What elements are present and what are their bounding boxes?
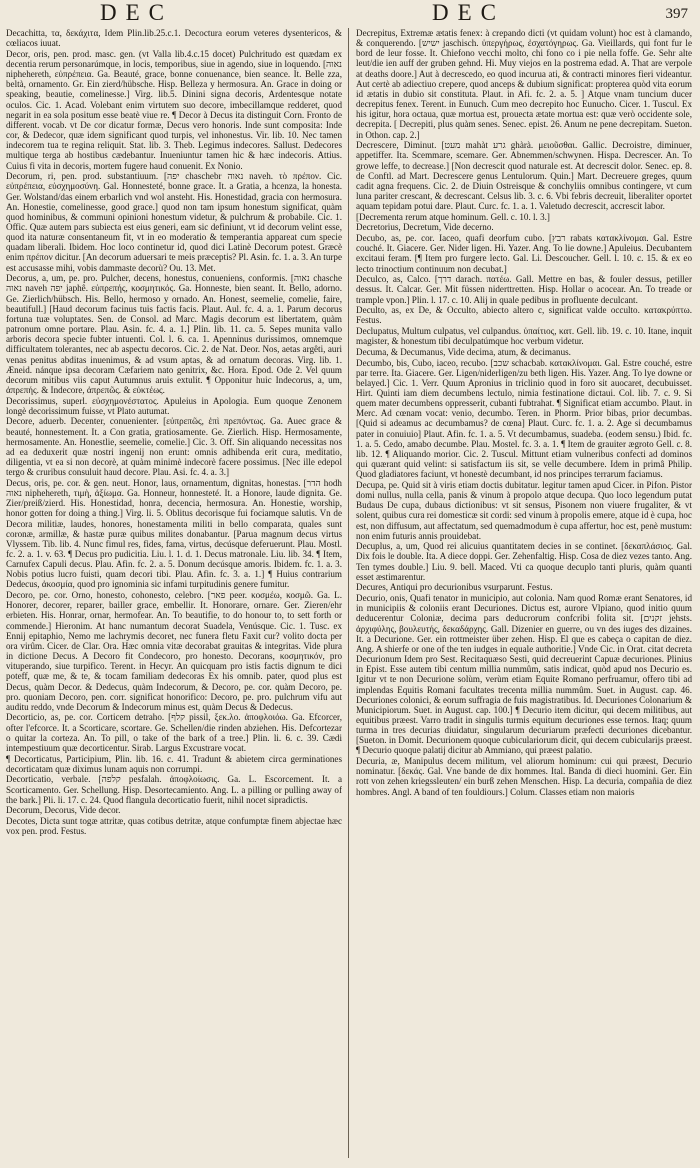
dictionary-entry: Decupa, pe. Quid sit à viris etiam doctis dubitatur. legitur tamen apud Cicer. in Pifon. Pistor domi nullus, nulla cella, panis & vinum à propolo atque decupa. Quo loco legendum putat Budaus De cupa, dubaus dictionibus: vt sit sensus, Pisonem non viuere frugaliter, & vt solent, quibus cura rei domesticæ sit cordi: sed vinum à propolis emere, atque id è cupa, hoc est, non diffusum, aut affectatum, sed quemadmodum è cupa affertur, hoc est, penè mustum: non enim futuris annis prouidebat.: [356, 479, 692, 541]
dictionary-entry: Decubo, as, pe. cor. Iaceo, quafi deorfum cubo. [רבץ rabats κατακλίνομαι. Gal. Estre couché. It. Giacere. Ger. Nider ligen. Hi. Yazer. Ang. To lie downe.] Apuleius. Decubantem excitaui feram. [¶ Item pro furgere lecto. Gal. Li. Descoucher. Gell. l. 10. c. 15. & ex eo lecto trinoctium continuum non decubat.]: [356, 233, 692, 274]
dictionary-entry: Decuma, & Decumanus, Vide decima, atum, & decimanus.: [356, 346, 571, 357]
left-column: [6, 28, 342, 1160]
dictionary-entry: Decorticatio, verbale. [קלפה pesfalah. ἀποφλοίωσις. Ga. L. Escorcement. It. a Scorticamento. Ger. Schellung. Hisp. Desortecamiento. Ang. L. a pilling or pulling away of the bark.] Pli. li. 17. c. 24. Quod flangula decorticatio fuerit, nihil nocet sipradictis.: [6, 774, 342, 805]
dictionary-entry: Decor, oris, pen. prod. masc. gen. (vt Valla lib.4.c.15 docet) Pulchritudo est quædam ex decentia rerum personarúmque, in locis, temporibus, siue in agendo, siue in loquendo. [נאוה niphehereth, εὐπρέπεια. Ga. Beauté, grace, bonne conuenance, bien seance. It. Belle zza, beltà, ornamento. Gr. Ein zierd/hübsche. Hisp. Belleza y hermosura. An. Grace in doing or speaking, beautie, comelinesse.] Virg. lib.5. Dinini signa decoris, Ardentesque notate oculos. Cic. 1. Acad. Volebant enim virtutem suo decore, imbecillamque redderet, quod negarit in ea sola positum esse beatè viue re. ¶ Decor à Decus ita distinguit Corn. Fronto de different. vocab. vt De cor dicatur formæ, Decus vero honoris. Inde sunt composita: Inde cor, & Dedecor, quæ idem significant quod turpis, vel inhonestus. Vir. lib. 10. Nec tamen indecorem tua te regina reliquit. Stat. lib. 3. Theb. Legimus indecores. Sallust. Dedecores multique terga ab hostibus cædebantur. Inueniuntur tamen hic & hæc indecoris. Attius. Cuius fi vita in decoris, mortem fugere haud conuenit. Ex Nonio.: [6, 48, 342, 171]
dictionary-entry: Decorum, ri, pen. prod. substantiuum. [יפה chaschebr נאוה naveh. τὸ πρέπον. Cic. εὐπρέπεια, εὐσχημοσύνη. Gal. Honnesteté, bonne grace. It. a Gratia, a hcenza, la honesta. Ger. Wolstand/das einem erbarlich vnd wol ansteht. His. Honestidad, gracia con hermosura. An. Honestie, comelinesse, good grace.] quod non tam ipsum honestum significat, quàm quod hominibus, & communi opinioni honestum videtur, & pulchrum & probabile. Cic. 1. Offic. Quæ autem pars subiecta est eius generi, eam sic definiunt, vt id decorum velint esse, quod ita naturæ consentaneum fit, vt in eo moderatio & temperantia appareat cum specie quadam liberali. Ibidem. Hoc loco continetur id, quod dici Latinè Decorum potest. Græcè enim πρέπον dicitur. [An decorum aduersari te meis præceptis? Pl. Asin. fc. 1. a. 3. An turpe est accusasse mihi, vobis dammaste decorù? Ou. 13. Met.: [6, 171, 342, 273]
dictionary-entry: Decretorius, Decretum, Vide decerno.: [356, 222, 494, 233]
dictionary-entry: Decotes, Dicta sunt togæ attritæ, quas cotibus detritæ, atque confumptæ finem abjectae hæc vox pen. prod. Festus.: [6, 816, 342, 837]
dictionary-entry: Decrepitus, Extremæ ætatis fenex: à crepando dicti (vt quidam volunt) hoc est à clamando, & conquerendo. [ישיש jaschisch. ὑπεργήρως, ἐσχατόγηρως. Ga. Vieillards, qui font fur le bord de leur fosse. It. Chiefono vecchi molto, chi fono co i pie nella foffe. Ge. Sehr alte leut/die ien auff der gruben gehnd. Hi. Muy viejos en la postrema edad. A. That are verpole at deaths doore.] Aut à decrescedo, eo quod incurua ati, & contracti minores fieri videantur. Aut certè ab adiectiuo crepere, quod anceps & dubium significat: propterea quòd vita eorum id ætatis in dubio sit constituta. Plaut. in Afi. fc. 2. a. 5. ] Atque vnam tuncium ducer decrepitus fenex. Terent. in Eunuch. Cum meo decrepito hoc Eunucho. Cicer. 1. Tuscul. Ex his igitur, hora octaua, quæ mortua est, prouecta ætate mortua est: quæ verò occidente sole, decrepita. [ Decrepiti, plus quàm senes. Senec. epist. 26. Anum ne pene decrepitam. Sueton. in Othon. cap. 2.]: [356, 28, 692, 140]
dictionary-entry: Declupatus, Multum culpatus, vel culpandus. ὑπαίτιος, κατ. Gell. lib. 19. c. 10. Itane, inquit magister, & honestum tibi deculpatúmque hoc verbum videtur.: [356, 326, 692, 347]
dictionary-entry: Decore, aduerb. Decenter, conuenienter. [εὐπρεπῶς, ἐπὶ πρεπόντως. Ga. Auec grace & beauté, honnestement. It. a Con gratia, gratiosamente. Ge. Zierlich. Hisp. Hermosamente, hermosamente. An. Honestlie, seemelie, comelie.] Cic. 3. Off. Sin aliquando necessitas nos ad ea deduxerit quæ nostri ingenij non erunt: omnis adhibenda erit cura, meditatio, diligentia, vt ea si non decorè, at quàm minimè indecorè facere possimus. [Nec ille edepol tergo & cruribus consuluit haud decore. Plau. Asi. fc. 4. a. 3.]: [6, 416, 342, 478]
column-divider: [348, 28, 349, 1158]
dictionary-entry: Decrescere, Diminut. [מעט mahàt גרע ghàrà. μειοῦσθαι. Gallic. Decroistre, diminuer, appetiffer. Ita. Scemmare, scemare. Ger. Abnemmen/schwynen. Hispa. Decrescer. An. To growe leffe, to decrease.] [Non decrescit quod naturale est. At decrescit dolor. Senec. ep. 8. de Conftl. ad Mart. Decrescere genus Lentulorum. Quin.] Mart. Decreuere greges, quum cadit agna frequens. Cic. 2. de Diuin Ostreisque & conchyliis omnibus contingere, vt cum luna pariter crescant, & decrescant. Celsus lib. 3. c. 6. Vbi febris decreuit, liberaliter oportet aquam tepidam potui dare. Plaut. Curc. fc. 1. a. 1. Valetudo decrescit, accrescit labor.: [356, 140, 692, 212]
right-column: [356, 28, 692, 1160]
dictionary-entry: ¶ Decorticatus, Participium, Plin. lib. 16. c. 41. Tradunt & abietem circa germinationes decorticatam quæ diximus lunam aquis non corrumpi.: [6, 753, 342, 774]
page-number: 397: [665, 6, 688, 22]
dictionary-entry: Decorus, a, um, pe. pro. Pulcher, decens, honestus, conueniens, conformis. [נאוה chasche נאוה naveh יפה japhê. εὐπρεπής, κοσμητικός. Ga. Honneste, bien seant. It. Bello, adorno. Ge. Zierlich/hübsch. His. Bello, hermoso y ornado. An. Honest, seemelie, comelie, faire, beautifull.] [Haud decorum facinus tuis factis facis. Plaut. Aul. fc. 4. a. 1. Parum decorus fortuna tuæ voluptates. Sen. de Consol. ad Marc. Magis decorum est libertatem, quàm patronum omne portare. Plau. Asin. fc. 4. a. 1.] Plin. lib. 11. ca. 5. Sepes munita vallo arboris decora specie fubter intuenti. Col. l. 6. ca. 1. Apenninus durissimos, omnemque difficultatem tolerantes, nec ab aspectu decoros. Cic. 2. de Nat. Deor. Nos, aetas argêti, auri venas penitus abditas inuenimus, & ad vsum aptas, & ad ornatum decoras. Virg. lib. 1. Æneid. nánque ipsa decoram Cæfariem nato genitrix, &c. Hora. Epod. Ode 2. Vel quum decorum mitibus viis caput Autumnus aruis extulit. ¶ Opponitur huic Indecorus, a, um, ἀπρεπής. & Indecore, ἀπρεπῶς. & εὐκτέως.: [6, 273, 342, 395]
dictionary-entry: Decuplus, a, um, Quod rei alicuius quantitatem decies in se continet. [δεκαπλάσιος. Gal. Dix fois le double. Ita. A diece doppi. Ger. Zehenfaltig. Hisp. Cosa de diez vezes tanto. Ang. Ten tymes double.] Liu. 9. bell. Maced. Vti ca quoque decuplo tanti pluris, quàm quanti esset æstimarentur.: [356, 541, 692, 582]
dictionary-entry: Deculto, as, ex De, & Occulto, abiecto altero c, significat valde occulto. κατακρύπτω. Festus.: [356, 305, 692, 326]
dictionary-entry: Decuria, æ, Manipulus decem militum, vel aliorum hominum: cui qui præest, Decurio nominatur. [δεκάς. Gal. Vne bande de dix hommes. Ital. Banda di dieci huomini. Ger. Ein rott von zehen kriegssleuten/ ein burß zehen Menschen. Hisp. La decuria, compañia de diez hombres. Angl. A band of ten fouldiours.] Colum. Classes etiam non maioris: [356, 756, 692, 797]
right-running-head: DEC: [432, 0, 505, 25]
left-running-head: DEC: [100, 0, 173, 25]
dictionary-entry: [Decrementa rerum atque hominum. Gell. c. 10. l. 3.]: [356, 211, 550, 222]
dictionary-entry: Decorum, Decorus, Vide decor.: [6, 805, 121, 816]
dictionary-entry: Decurio, onis, Quafi tenator in municipio, aut colonia. Nam quod Romæ erant Senatores, id in municipiis & coloniis erant Decuriones. Dictus est, aurore Vlpiano, quod initio quum deducerentur Coloniæ, decima pars deducrorum confcribi folita sit. [זקנים jehsts. ἀρχιφύλης, βουλευτής, δεκαδάρχης. Gall. Dizenier en guerre, ou vn des iuges des dizaines. It. a Decurione. Ger. ein rottmeister über zehen. Hisp. El que es cabeça o capitan de diez. Ang. A shierfe or one of the ten iudges in equale authoritie.] Vnde Cic. in Orat. citat decreta Decurionum Idem pro Sest. Recitaquæso Sesti, quid decreuerint Capuæ decuriones. Plinius in Epist. Esse autem tibi centum millia nummûm, satis indicat, quòd apud nos Decurio es. Igitur vt te non Decurione solùm, verùm etiam Equite Romano perfruamur, offero tibi ad implendas Equitis Romani facultates trecenta millia nummûm. Suet. in August. cap. 46. Decuriones colonici, & eorum suffragia de fuis magistratibus. Id. Decuriones Colonarium & Municipiorum. Suet. in August. cap. 100.] ¶ Decurio item dicitur, qui decem militibus, aut equitibus præest. Varro tradit in singulis turmis equitum decuriones esse ternos. Itaq; quum turma in tres decurias diuidatur, singularum decuriarum præfecti decuriones dicebantur. [Sueton. in Domit. Decurionem quoque cubiculariorum dicit, qui decem cubicularijs præest. ¶ Decurio quoque palatij dicitur ab Ammiano, qui præest palatio.: [356, 593, 692, 756]
dictionary-entry: Decoro, pe. cor. Orno, honesto, cohonesto, celebro. [פאר peer. κοσμέω, κοσμῶ. Ga. L. Honorer, decorer, reparer, bailler grace, embellir. It. Honorare, ornare. Ger. Zieren/ehr erbieten. His. Honrar, ornar, hermofear. An. To beautifie, to do honour to, to sett forth or commende.] Hieronim. At hanc numantum decorat Suadela, Venúsque. Cic. 1. Tusc. ex Ennij epitaphio, Nemo me lachrymis decoret, nec funera fletu Faxit cur? volito docta per ora virûm. Cicer. de Clar. Ora. Hæc omnia vitæ decorabat grauitas & integritas. Vide plura in dictione Decus. A Decoro fit Condecoro, pro honesto. Decorans, κοσμητικόν, pro vituperando, siue turpifico. Terent. in Hecyr. An quicquam pro istis factis dignum te dici poteff, quæ me, & te, & tocam familiam dedecoras Ex his omnib. pater, quod plus est Decus, quàm Decor. & Dedecus, quàm Indecorum, & Decoro, pe. cor. quàm Decoro, pe. pro. quoniam Decoro, pen. corr. significat honorifico: Decoro, pe. pro. pulchrum vifu aut auditu reddo, vnde Decorum & Indecorum minus est, quàm Decus & Dedecus.: [6, 590, 342, 712]
dictionary-entry: Decachitta, τα, δεκάχιτα, Idem Plin.lib.25.c.1. Decoctura eorum veteres dysentericos, & cœliacos iuuat.: [6, 28, 342, 49]
dictionary-entry: Deculco, as, Calco. [דרך darach. πατέω. Gall. Mettre en bas, & fouler dessus, petiller dessus. It. Calcar. Ger. Mit füssen niderttretten. Hisp. Hollar o acocear. An. To treade or trample vpon.] Plin. l. 17. c. 10. Alij in quale pedibus in profluente deculcant.: [356, 274, 692, 305]
dictionary-entry: Decures, Antiqui pro decurionibus vsurparunt. Festus.: [356, 582, 553, 593]
dictionary-entry: Decus, oris, pe. cor. & gen. neut. Honor, laus, ornamentum, dignitas, honestas. [הדר hodh נאוה niphehereth, τιμὴ, ἀξίωμα. Ga. Honneur, honnesteté. It. a Honore, laude dignita. Ge. Zier/preiß/zierd. His. Honestidad, honra, decencia, hermosura. An. Honestie, worship, honor gotten for doing a thing.] Virg. li. 5. Oblitus decorisque fui fociamque salutis. Vn de Decora militiæ, laudes, honores, honestamenta militi in bello comparata, quales sunt coronæ, armillæ, & hastæ puræ quibus milites donabantur. [Parua magnum decus virtus Vlyssem. Tib. lib. 4. Nunc fimul res, fides, fama, virtus, decúsque deferuerunt. Plau. Mostl. fc. 2. a. 1. v. 63. ¶ Decus pro pudicitia. Liu. l. 1. d. 1. Decus matronale. Liu. lib. 34. ¶ Item, Carnufex Capuli decus. Plau. Afin. fc. 2. a. 5. Donum decúsque amoris. Ibidem. fc. 1. a. 3. Nobis potius lucro fuisti, quam decori tibi. Plau. Afin. fc. 3. a. 1.] ¶ Huius contrarium Dedecus, ἀκοσμία, quod pro ignominia sic infami turpitudinis genere fumitur.: [6, 477, 342, 590]
dictionary-entry: Decumbo, bis, Cubo, iaceo, recubo. [שכב schacbab. κατακλίνομαι. Gal. Estre couché, estre par terre. Ita. Giacere. Ger. Ligen/niderligen/zu beth ligen. His. Yazer. Ang. To lye downe or belayed.] Cic. 1. Verr. Quum Apronius in triclinio quod in foro sit auocaret, decubuisset. Hirt. Quinti iam diem decumbens lectulo, nimia festinatione dictaui. Col. lib. 7. c. 9. Si quem mater decumbens oppresserit, cubanti fubtrahat. ¶ Significat etiam accumbo. Plaut. in Merc. Ad cœnam vocat: venio, decumbo. Teren. in Phorm. Prior bibas, prior decumbas. [Quid si adeamus ac decumbamus? de cœna] Plaut. Curc. fc. 1. a. 2. Age si decumbamus pater in conuiuio] Plaut. Afin. fc. 1. a. 5. Vt decumbamus, suadeba. (eodem sensu.) Ibid. fc. 1. a. 5. Cedo, amabo decumbe. Plau. Mostel. fc. 3. a. 1. ¶ Item de grauiter ægroto Gell. c. 8. lib. 12. ¶ Aliquando morior. Cic. 2. Tuscul. Mittunt etiam vulneribus confecti ad dominos qui quærant quid velint: si satisfactum iis sit, se velle decumbere. Idem in primâ Philip. Quod gladiatores faciunt, vt honestè decumbant, id nos principes terrarum faciamus.: [356, 357, 692, 480]
running-header: [0, 0, 700, 26]
dictionary-entry: Decorissimus, superl. εὐσχημονέστατος. Apuleius in Apologia. Eum quoque Zenonem longè decorissimum fuisse, vt Plato autumat.: [6, 395, 342, 416]
dictionary-entry: Decorticio, as, pe. cor. Corticem detraho. [קלף pissil, ξεκ.λο. ἀποφλοιόω. Ga. Efcorcer, ofter l'efcorce. It. a Scorticare, scortare. Ge. Schellen/die rinden abziehen. His. Defcortezar o quitar la corteza. An. To pill, o take of the bark of a tree.] Plin. li. 6. c. 39. Cædi intempestiuum quæ decorticentur. Sirab. Largus Excustrare vocat.: [6, 712, 342, 753]
